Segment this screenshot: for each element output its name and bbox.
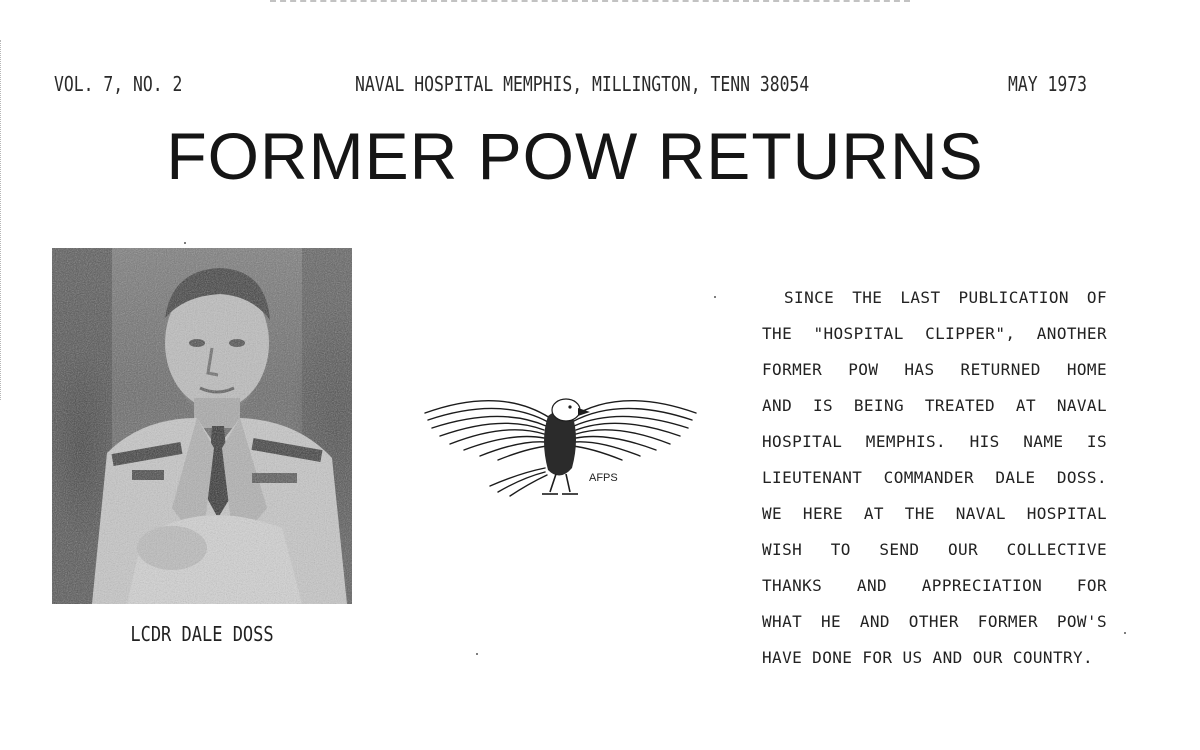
print-speck	[184, 242, 186, 244]
issue-volume: VOL. 7, NO. 2	[54, 72, 183, 96]
article-line: WHAT HE AND OTHER FORMER POW'S	[762, 612, 1107, 631]
headline: FORMER POW RETURNS	[166, 119, 984, 193]
article-line: WISH TO SEND OUR COLLECTIVE	[762, 540, 1107, 559]
article-line: THANKS AND APPRECIATION FOR	[762, 576, 1107, 595]
eagle-credit: AFPS	[589, 472, 618, 484]
top-border-rule	[270, 0, 910, 5]
article-line: SINCE THE LAST PUBLICATION OF	[784, 288, 1107, 307]
publication-location: NAVAL HOSPITAL MEMPHIS, MILLINGTON, TENN 38054	[355, 72, 810, 96]
article-line: AND IS BEING TREATED AT NAVAL	[762, 396, 1107, 415]
article-line: FORMER POW HAS RETURNED HOME	[762, 360, 1107, 379]
eagle-icon	[420, 378, 700, 503]
photo-caption: LCDR DALE DOSS	[130, 622, 274, 646]
article-line: THE "HOSPITAL CLIPPER", ANOTHER	[762, 324, 1107, 343]
article-line: HOSPITAL MEMPHIS. HIS NAME IS	[762, 432, 1107, 451]
portrait-photo-illustration	[52, 248, 352, 604]
left-margin-marks	[0, 40, 4, 400]
article-line: HAVE DONE FOR US AND OUR COUNTRY.	[762, 648, 1094, 667]
article-line: LIEUTENANT COMMANDER DALE DOSS.	[762, 468, 1107, 487]
print-speck	[714, 296, 716, 298]
portrait-photo	[52, 248, 352, 604]
print-speck	[1124, 632, 1126, 634]
print-speck	[476, 653, 478, 655]
issue-date: MAY 1973	[1008, 72, 1087, 96]
article-body	[762, 280, 1107, 676]
article-line: WE HERE AT THE NAVAL HOSPITAL	[762, 504, 1107, 523]
